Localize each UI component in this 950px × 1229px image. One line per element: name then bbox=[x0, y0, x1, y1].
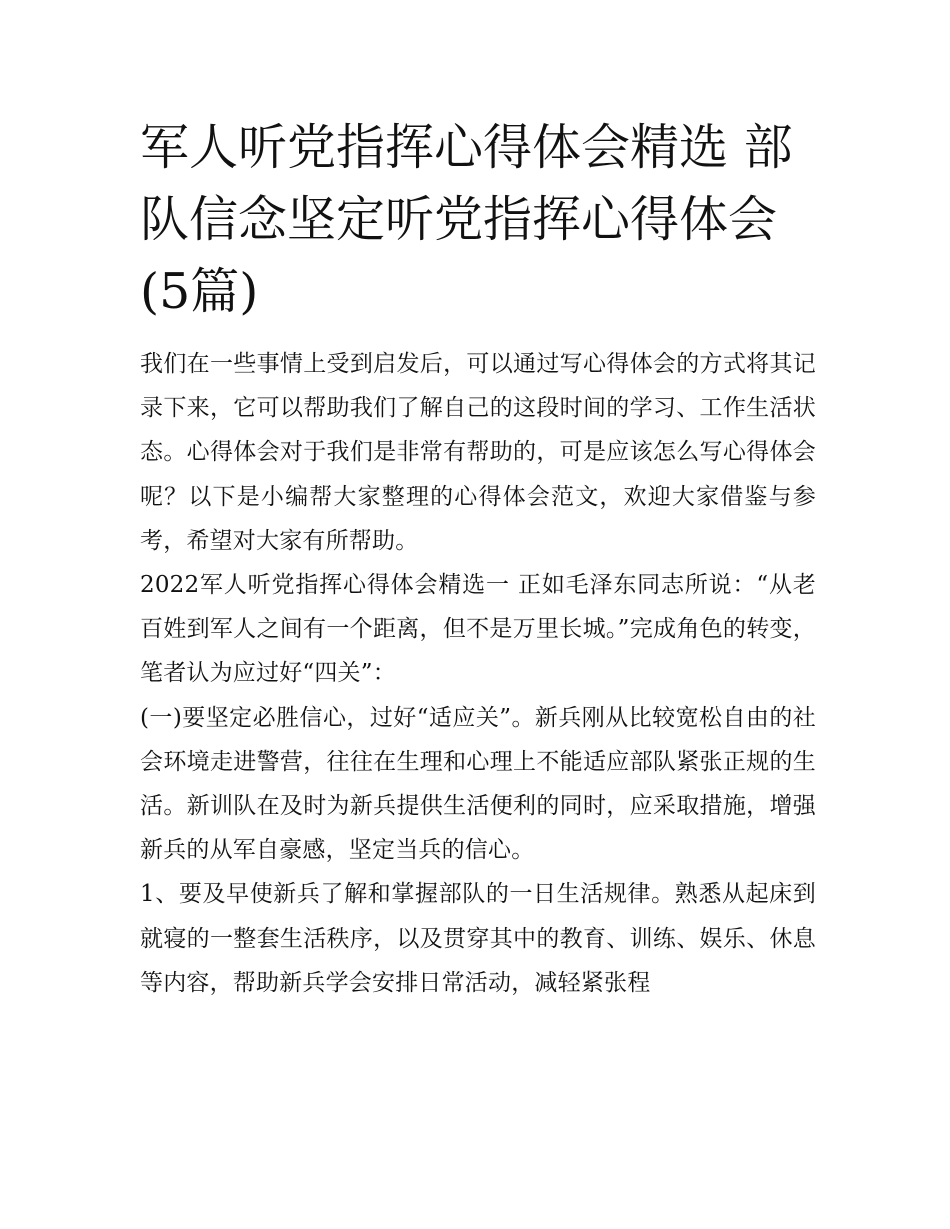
point-one-paragraph: 1、要及早使新兵了解和掌握部队的一日生活规律。熟悉从起床到就寝的一整套生活秩序，以及贯穿其中的教育、训练、娱乐、休息等内容，帮助新兵学会安排日常活动，减轻紧张程 bbox=[140, 881, 816, 996]
section-one-paragraph: (一)要坚定必胜信心，过好“适应关”。新兵刚从比较宽松自由的社会环境走进警营，往往在生理和心理上不能适应部队紧张正规的生活。新训队在及时为新兵提供生活便利的同时，应采取措施，增强新兵的从军自豪感，坚定当兵的信心。 bbox=[140, 704, 816, 864]
intro-paragraph: 我们在一些事情上受到启发后，可以通过写心得体会的方式将其记录下来，它可以帮助我们了解自己的这段时间的学习、工作生活状态。心得体会对于我们是非常有帮助的，可是应该怎么写心得体会呢？以下是小编帮大家整理的心得体会范文，欢迎大家借鉴与参考，希望对大家有所帮助。 bbox=[140, 351, 816, 554]
document-page bbox=[140, 112, 816, 1005]
essay-one-opening-paragraph: 2022军人听党指挥心得体会精选一 正如毛泽东同志所说：“从老百姓到军人之间有一个距离，但不是万里长城。”完成角色的转变，笔者认为应过好“四关”： bbox=[140, 572, 816, 687]
document-title: 军人听党指挥心得体会精选 部队信念坚定听党指挥心得体会(5篇) bbox=[140, 119, 793, 320]
